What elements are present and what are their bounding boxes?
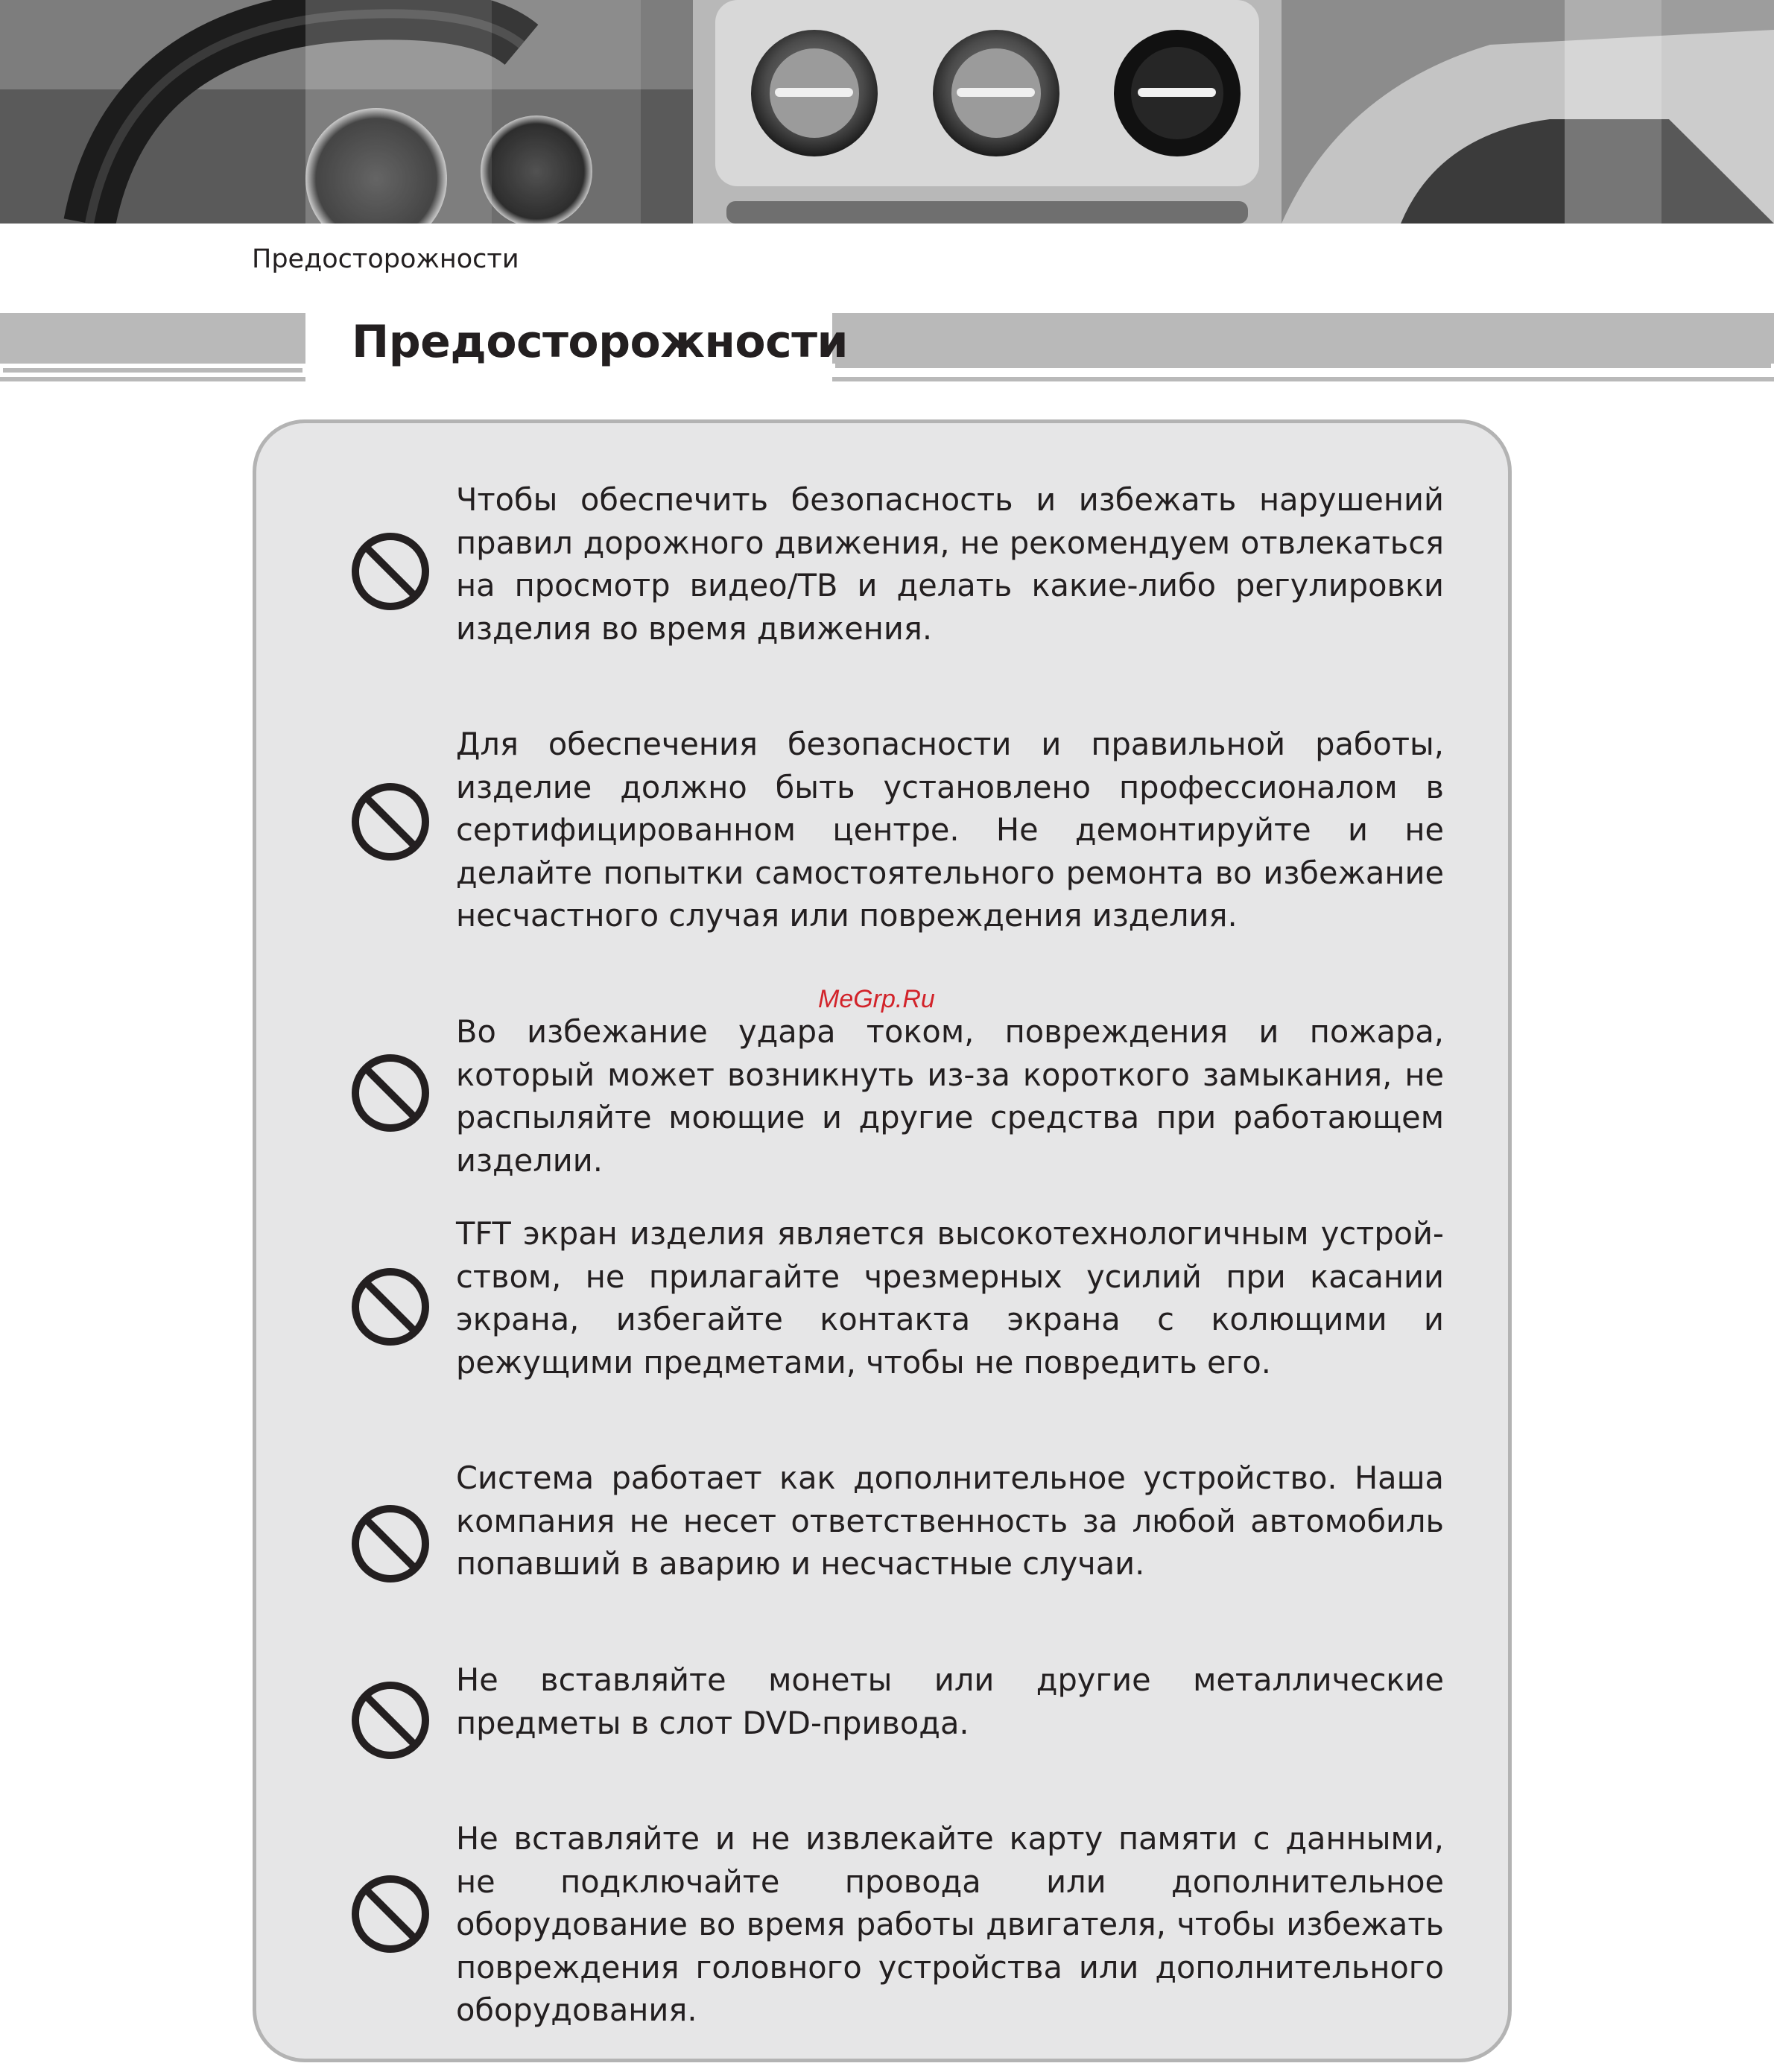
title-band-rule-right — [832, 377, 1774, 381]
prohibition-icon — [349, 1503, 431, 1585]
watermark-text: MeGrp.Ru — [818, 985, 935, 1013]
section-title: Предосторожности — [352, 316, 849, 368]
car-interior-illustration — [0, 0, 1774, 224]
precaution-text: Система работает как дополнительное устройство. Наша компания не несет ответственность за любой автомобиль попавший в аварию и несчастные случаи. — [456, 1460, 1444, 1582]
title-band-rule-left — [0, 377, 305, 381]
prohibition-icon — [349, 1873, 431, 1955]
precaution-text: Для обеспечения безопасности и правильной работы, изделие должно быть установлено профессионалом в сертифицированном центре. Не демонтируйте и не делайте попытки самостоятельного ремонта во избежание несчастного случая или повреждения изделия. — [456, 726, 1444, 934]
prohibition-icon — [349, 530, 431, 612]
prohibition-icon — [349, 1266, 431, 1348]
precaution-text: Не вставляйте монеты или другие металлические предметы в слот DVD-привода. — [456, 1661, 1444, 1741]
title-band-left — [0, 313, 305, 368]
prohibition-icon — [349, 781, 431, 863]
running-header: Предосторожности — [252, 244, 519, 274]
precaution-text: Во избежание удара током, повреждения и пожара, который может возникнуть из-за короткого замыкания, не распыляйте моющие и другие средства при работающем изделии. — [456, 1013, 1444, 1179]
prohibition-icon — [349, 1052, 431, 1134]
title-band-right — [832, 313, 1774, 364]
precaution-text: Не вставляйте и не извлекайте карту памяти с данными, не подключайте провода или дополнительное оборудование во время работы двигателя, чтобы избежать повреждения головного устройства или дополнительного оборудования. — [456, 1820, 1444, 2028]
precaution-text: Чтобы обеспечить безопасность и избежать нарушений правил дорожного движения, не рекомендуем отвлекаться на просмотр видео/ТВ и делать какие-либо регулировки изделия во время движения. — [456, 481, 1444, 647]
prohibition-icon — [349, 1679, 431, 1761]
header-banner-photo — [0, 0, 1774, 224]
precaution-text: TFT экран изделия является высокотехнологичным устрой-ством, не прилагайте чрезмерных усилий при касании экрана, избегайте контакта экрана с колющими и режущими предметами, чтобы не повредить его. — [456, 1215, 1444, 1381]
precautions-panel — [253, 419, 1512, 2062]
